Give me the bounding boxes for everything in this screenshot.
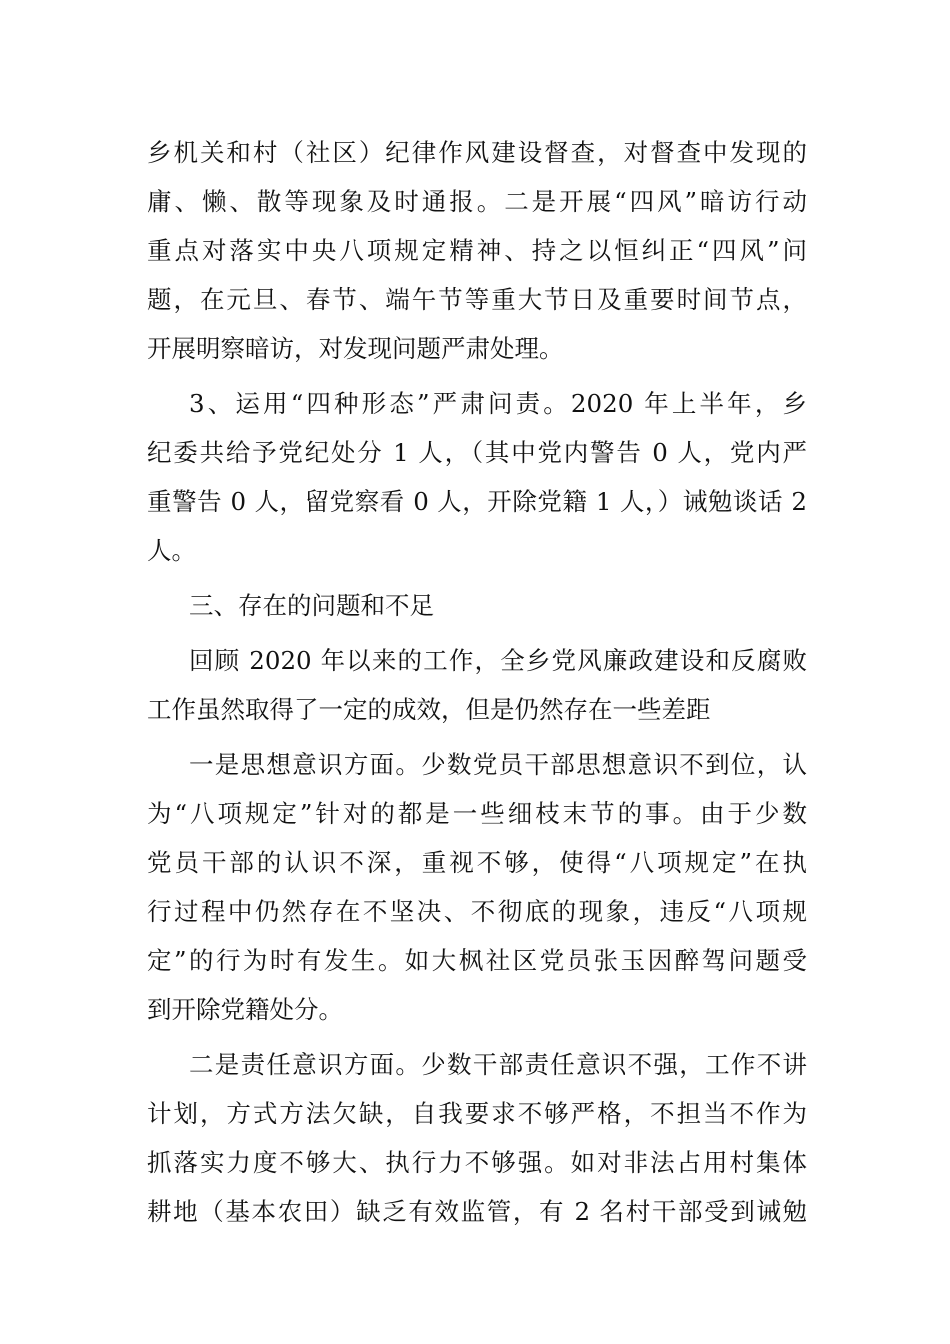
text-line: 庸、懒、散等现象及时通报。二是开展“四风”暗访行动 bbox=[147, 187, 807, 216]
section-heading-text: 三、存在的问题和不足 bbox=[189, 591, 434, 620]
paragraph-ideology bbox=[147, 740, 807, 1034]
text-line: 为“八项规定”针对的都是一些细枝末节的事。由于少数 bbox=[147, 799, 807, 828]
paragraph-inspection-continuation bbox=[147, 128, 807, 373]
text-line: 耕地（基本农田）缺乏有效监管，有 2 名村干部受到诫勉 bbox=[147, 1197, 807, 1226]
text-line: 二是责任意识方面。少数干部责任意识不强，工作不讲 bbox=[189, 1050, 807, 1079]
text-line: 开展明察暗访，对发现问题严肃处理。 bbox=[147, 334, 564, 363]
section-heading-problems bbox=[147, 581, 807, 630]
paragraph-review bbox=[147, 636, 807, 734]
text-line: 定”的行为时有发生。如大枫社区党员张玉因醉驾问题受 bbox=[147, 946, 807, 975]
text-line: 党员干部的认识不深，重视不够，使得“八项规定”在执 bbox=[147, 848, 807, 877]
text-line: 3、运用“四种形态”严肃问责。2020 年上半年，乡 bbox=[189, 389, 807, 418]
text-line: 一是思想意识方面。少数党员干部思想意识不到位，认 bbox=[189, 750, 807, 779]
text-line: 工作虽然取得了一定的成效，但是仍然存在一些差距 bbox=[147, 695, 711, 724]
text-line: 重警告 0 人，留党察看 0 人，开除党籍 1 人，）诫勉谈话 2 bbox=[147, 487, 807, 516]
paragraph-four-forms bbox=[147, 379, 807, 575]
text-line: 纪委共给予党纪处分 1 人，（其中党内警告 0 人，党内严 bbox=[147, 438, 807, 467]
text-line: 重点对落实中央八项规定精神、持之以恒纠正“四风”问 bbox=[147, 236, 807, 265]
paragraph-responsibility bbox=[147, 1040, 807, 1236]
text-line: 人。 bbox=[147, 536, 196, 565]
text-line: 题，在元旦、春节、端午节等重大节日及重要时间节点， bbox=[147, 285, 807, 314]
text-line: 行过程中仍然存在不坚决、不彻底的现象，违反“八项规 bbox=[147, 897, 807, 926]
text-line: 乡机关和村（社区）纪律作风建设督查，对督查中发现的 bbox=[147, 138, 807, 167]
text-line: 抓落实力度不够大、执行力不够强。如对非法占用村集体 bbox=[147, 1148, 807, 1177]
text-line: 到开除党籍处分。 bbox=[147, 995, 343, 1024]
document-body bbox=[147, 128, 807, 1236]
text-line: 计划，方式方法欠缺，自我要求不够严格，不担当不作为 bbox=[147, 1099, 807, 1128]
text-line: 回顾 2020 年以来的工作，全乡党风廉政建设和反腐败 bbox=[189, 646, 807, 675]
